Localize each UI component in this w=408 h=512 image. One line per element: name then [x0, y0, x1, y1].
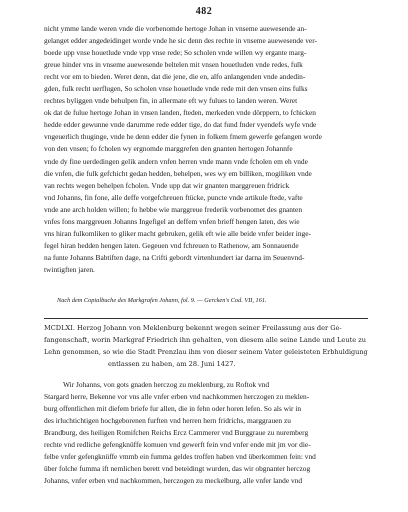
text-line: über folche fumma ift nemlichen berett vnd beteidingt wurden, das wir obgnanter herczog: [44, 464, 311, 474]
text-line: vns hiran fulkomliken to gliker macht gebruken, gelik eft wie alle beide vnfer beider inge-: [44, 228, 311, 238]
text-line: recht vor em to bieden. Weret denn, dat die jene, die en, alfo anlangenden vnde andedin-: [44, 72, 306, 82]
text-line: van rechts wegen behelpen fcholen. Vnde upp dat wir gnanten marggreuen fridrick: [44, 180, 290, 190]
text-line: vnde ane arch holden willen; fo hebbe wie marggreue frederik vorbenomet des gnanten: [44, 204, 303, 214]
text-line: Brandburg, des heiligen Romifchen Reichs Ercz Cammerer vnd Burggraue zu nuremberg: [44, 428, 309, 438]
text-line: vnde dy fine uerdedingen gelik andern vnfen herren vnde mann vnde fcholen em eh vnde: [44, 156, 308, 166]
heading-line: Lehn genommen, so wie die Stadt Prenzlau ihm von dieser seinem Vater geleisteten Erbhuldigung: [44, 348, 368, 356]
charter-text-paragraph: [44, 379, 368, 487]
document-heading: [44, 322, 368, 370]
text-line: burg offentlichen mit diefem briefe fur allen, die in fehn oder horen lefen. So als wir in: [44, 404, 302, 414]
text-line: hedde edder gewunne vnde darumme rede edder tige, do dat fund fnder vyendefs wyfe vnde: [44, 120, 317, 130]
heading-line: MCDLXI. Herzog Johann von Meklenburg bekennt wegen seiner Freilassung aus der Ge-: [44, 324, 342, 332]
text-line: Wir Johanns, von gots gnaden herczog zu meklenburg, zu Roftok vnd: [63, 380, 270, 389]
section-divider: [44, 318, 368, 319]
text-line: boede upp vnse houetlude vnde vpp vnse rede; So scholen vnde willen wy ergante marg-: [44, 48, 307, 58]
text-line: vnfes fons marggreuen Johanns Ingefigel an deffem vnfen brieff hengen laten, des wie: [44, 216, 300, 226]
text-line: rechtes byliggen vnde behulpen fin, in allermate eft wy fulues to landen weren. Weret: [44, 96, 298, 106]
text-line: greue hinder vns in vnseme auewesende beltelen mit vnsen houetluden vnde redes, fulk: [44, 60, 303, 70]
text-line: gden, fulk recht uerflugen, So scholen vnse houetlude vnde rede mit den vnsen eins fulks: [44, 84, 308, 94]
text-line: von den vnsen; fo fcholen wy ergnomde marggrefen den gnanten hertogen Johannfe: [44, 144, 293, 154]
text-line: gelanget edder angedeidinget worde vnde he sic denn des rechte in vnseme auewesende ver-: [44, 36, 317, 46]
text-line: des irluchtichtigen hochgeborenen furften vnd herren hern fridrichs, marggrauen zu: [44, 416, 291, 426]
text-line: die vnfen, die fulk gefchicht gedan hedden, behelpen, wes wy em billiken, mogiliken vnde: [44, 168, 312, 178]
charter-text-paragraph: [44, 23, 368, 276]
text-line: na funte Johanns Babtiften dage, na Crifti gebordt virtenhundert iar darna im Seuenvnd-: [44, 252, 305, 262]
text-line: felbe vnfer gefengknüffe vmmb ein fumma geldes troffen haben vnd überkommen fein: vnd: [44, 452, 316, 462]
text-line: ok dat de fulue hertoge Johan in vnsen landen, fteden, merkeden vnde dörppern, to fchicken: [44, 108, 316, 118]
text-line: fegel hiran hedden hengen laten. Gegeuen vnd fchreuen to Rathenow, am Sonnauende: [44, 240, 299, 250]
text-line: vnd Johanns, fin fone, alle deffe vorgefchreuen ftücke, puncte vnde artikule ftede, vafte: [44, 192, 303, 202]
text-line: vngeuerlich thuginge, vnde he denn edder die fynen in folkem fmem gewerfe gefangen worde: [44, 132, 322, 142]
page-number: 482: [195, 6, 213, 17]
heading-line: fangenschaft, worin Markgraf Friedrich ihn gehalten, von diesem alle seine Lande und Leute zu: [44, 336, 366, 344]
source-citation: Nach dem Copialbuche des Markgrafen Johann, fol. 9. — Gercken's Cod. VII, 161.: [57, 297, 267, 304]
text-line: Stargard herre, Bekenne vor vns alle vnfer erben vnd nachkommen herczogen zu meklen-: [44, 392, 310, 402]
text-line: nicht ymme lande weren vnde die vorbenomde hertoge Johan in vnseme auewesende an-: [44, 24, 307, 33]
text-line: twintigften jaren.: [44, 264, 95, 274]
text-line: rechte vnd redliche gefengknüffe komuen vnd gewerft fein vnd vnfer ende mit jm vor die-: [44, 440, 311, 450]
text-line: Johanns, vnfer erben vnd nachkommen, herczogen zu meckelburg, alle vnfer lande vnd: [44, 476, 303, 486]
heading-line: entlassen zu haben, am 28. Juni 1427.: [108, 360, 236, 368]
